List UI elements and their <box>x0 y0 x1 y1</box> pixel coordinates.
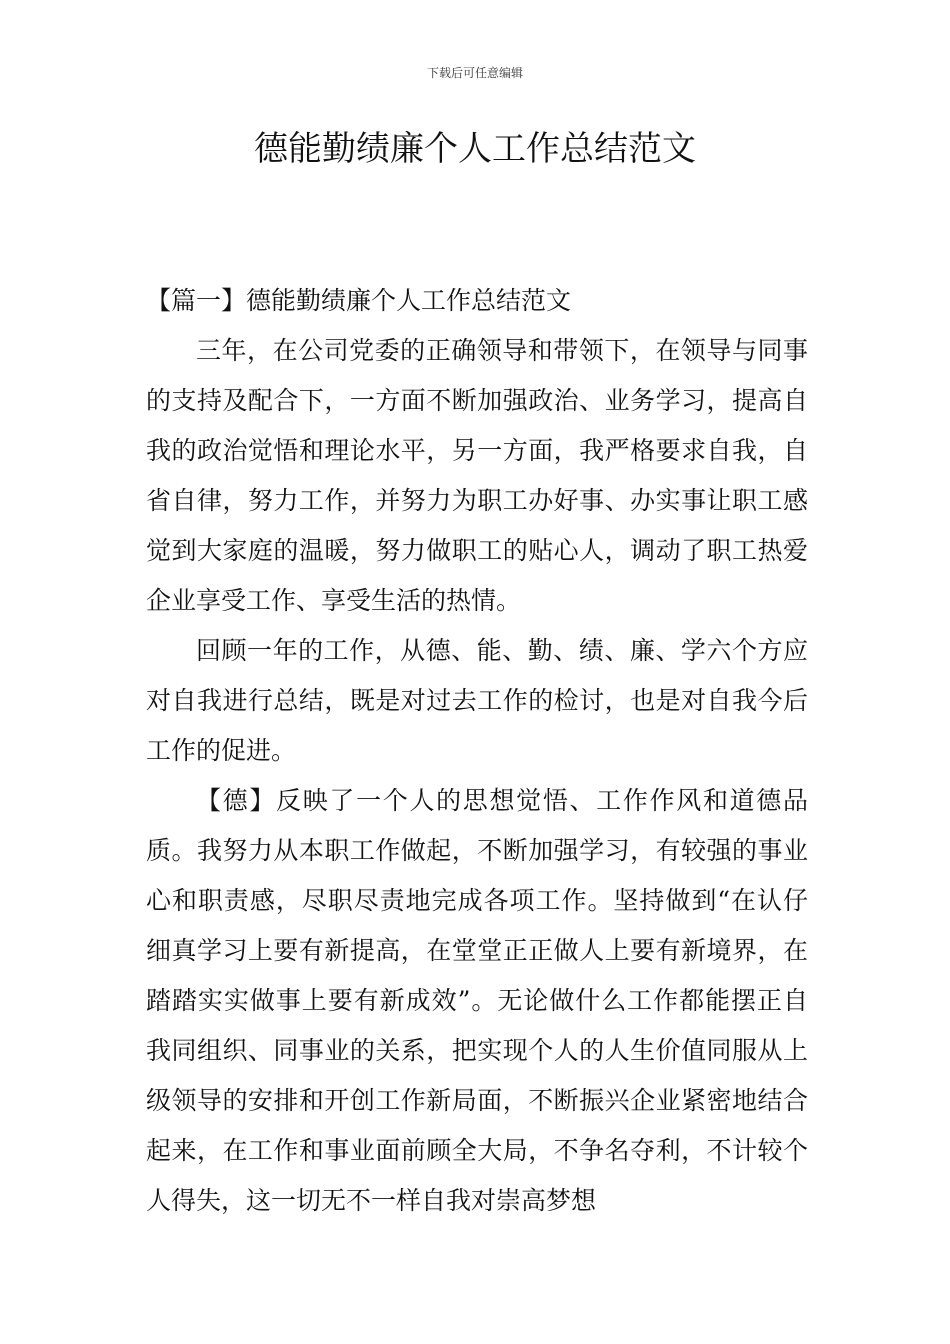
paragraph-virtue: 【德】反映了一个人的思想觉悟、工作作风和道德品质。我努力从本职工作做起，不断加强学习，有较强的事业心和职责感，尽职尽责地完成各项工作。坚持做到“在认仔细真学习上要有新提高，在堂堂正正做人上要有新境界，在踏踏实实做事上要有新成效”。无论做什么工作都能摆正自我同组织、同事业的关系，把实现个人的人生价值同服从上级领导的安排和开创工作新局面，不断振兴企业紧密地结合起来，在工作和事业面前顾全大局，不争名夺利，不计较个人得失，这一切无不一样自我对崇高梦想 <box>146 786 808 1215</box>
document-title: 德能勤绩廉个人工作总结范文 <box>254 129 696 169</box>
header-note: 下载后可任意编辑 <box>426 66 523 80</box>
document-body <box>146 276 808 1226</box>
paragraph-review: 回顾一年的工作，从德、能、勤、绩、廉、学六个方应对自我进行总结，既是对过去工作的检讨，也是对自我今后工作的促进。 <box>146 636 808 765</box>
paragraph-intro: 三年，在公司党委的正确领导和带领下，在领导与同事的支持及配合下，一方面不断加强政治、业务学习，提高自我的政治觉悟和理论水平，另一方面，我严格要求自我，自省自律，努力工作，并努力为职工办好事、办实事让职工感觉到大家庭的温暖，努力做职工的贴心人，调动了职工热爱企业享受工作、享受生活的热情。 <box>146 336 808 615</box>
section-heading: 【篇一】德能勤绩廉个人工作总结范文 <box>146 286 572 315</box>
